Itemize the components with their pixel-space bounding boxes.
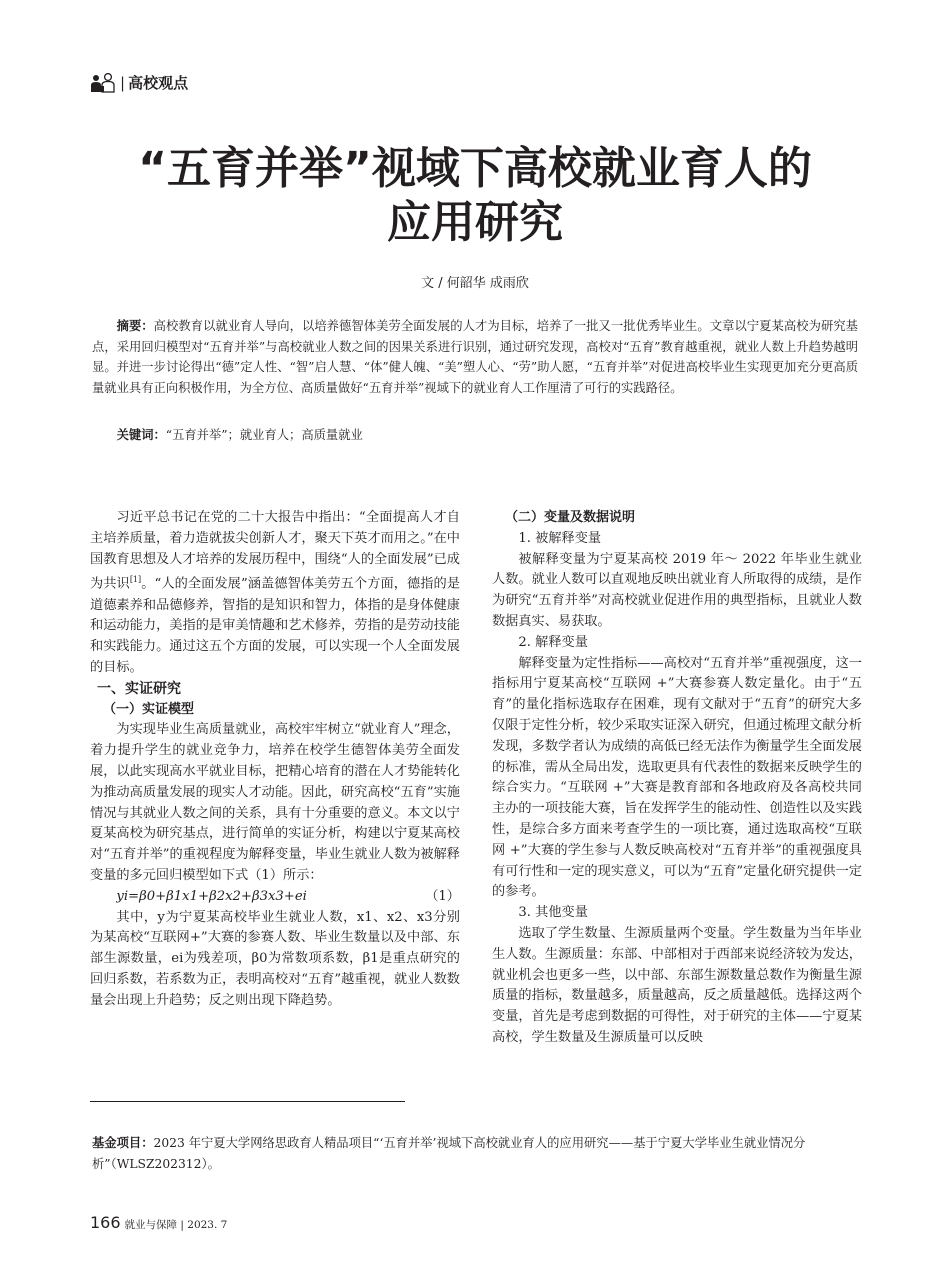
section-heading: 一、实证研究: [97, 680, 181, 697]
section-separator: |: [120, 73, 126, 92]
citation-ref[interactable]: [1]: [129, 575, 142, 585]
people-group-icon: [90, 73, 116, 93]
left-column: [90, 508, 460, 1012]
footnote-divider: [90, 1101, 405, 1102]
right-column: [492, 508, 862, 1049]
abstract-text: 高校教育以就业育人导向，以培养德智体美劳全面发展的人才为目标，培养了一批又一批优秀毕业生。文章以宁夏某高校为研究基点，采用回归模型对“五育并举”与高校就业人数之间的因果关系进行识别，通过研究发现，高校对“五育”教育越重视，就业人数上升趋势越明显。并进一步讨论得出“德”定人性、“智”启人慧、“体”健人魄、“美”塑人心、“劳”助人愿，“五育并举”对促进高校毕业生实现更加充分更高质量就业具有正向积极作用，为全方位、高质量做好“五育并举”视域下的就业育人工作厘清了可行的实践路径。: [92, 319, 858, 395]
keywords: [92, 425, 858, 446]
explanatory-variable-paragraph: 解释变量为定性指标——高校对“五育并举”重视强度，这一指标用宁夏某高校“互联网 +”大赛参赛人数定量化。由于“五育”的量化指标选取存在困难，现有文献对于“五育”的研究大多仅限于定性分析，较少采取实证深入研究，但通过梳理文献分析发现，多数学者认为成绩的高低已经无法作为衡量学生全面发展的标准，需从全局出发，选取更具有代表性的数据来反映学生的综合实力。“互联网 +”大赛是教育部和各地政府及各高校共同主办的一项技能大赛，旨在发挥学生的能动性、创造性以及实践性，是综合多方面来考查学生的一项比赛，通过选取高校“互联网 +”大赛的学生参与人数反映高校对“五育并举”的重视强度具有可行性和一定的现实意义，可以为“五育”定量化研究提供一定的参考。: [492, 655, 862, 900]
intro-paragraph: 习近平总书记在党的二十大报告中指出：“全面提高人才自主培养质量，着力造就拔尖创新人才，聚天下英才而用之。”在中国教育思想及人才培养的发展历程中，围绕“人的全面发展”已成为共识[1]。“人的全面发展”涵盖德智体美劳五个方面，德指的是道德素养和品德修养，智指的是知识和智力，体指的是身体健康和运动能力，美指的是审美情趣和艺术修养，劳指的是劳动技能和实践能力。通过这五个方面的发展，可以实现一个人全面发展的目标。: [90, 510, 461, 675]
subsection-heading-2: （二）变量及数据说明: [505, 510, 636, 525]
fund-footnote: [92, 1133, 858, 1175]
abstract-label: 摘要：: [116, 319, 154, 333]
formula-number: （1）: [425, 888, 460, 904]
formula-expression: yi=β0+β1x1+β2x2+β3x3+ei: [116, 888, 307, 904]
explain-paragraph: 其中，y为宁夏某高校毕业生就业人数，x1、x2、x3分别为某高校“互联网+”大赛的参赛人数、毕业生数量以及中部、东部生源数量，ei为残差项，β0为常数项系数，β1是重点研究的回归系数，若系数为正，表明高校对“五育”越重视，就业人数数量会出现上升趋势；反之则出现下降趋势。: [90, 909, 460, 1008]
section-tag: [90, 72, 188, 93]
sub-heading-explanatory: 2. 解释变量: [518, 634, 588, 650]
model-paragraph: 为实现毕业生高质量就业，高校牢牢树立“就业育人”理念，着力提升学生的就业竞争力，培养在校学生德智体美劳全面发展，以此实现高水平就业目标，把精心培育的潜在人才势能转化为推动高质量发展的现实人才动能。因此，研究高校“五育”实施情况与其就业人数之间的关系，具有十分重要的意义。本文以宁夏某高校为研究基点，进行简单的实证分析，构建以宁夏某高校对“五育并举”的重视程度为解释变量，毕业生就业人数为被解释变量的多元回归模型如下式（1）所示：: [90, 722, 460, 883]
journal-info: 就业与保障 | 2023. 7: [124, 1219, 228, 1231]
abstract: [92, 316, 858, 398]
section-label: 高校观点: [128, 74, 189, 92]
keywords-text: “五育并举”；就业育人；高质量就业: [165, 428, 363, 442]
fund-label: 基金项目：: [92, 1136, 154, 1150]
article-title: [60, 142, 890, 250]
title-line-1: “五育并举”视域下高校就业育人的: [138, 143, 812, 194]
authors: 文 / 何韶华 成雨欣: [421, 276, 529, 291]
keywords-label: 关键词：: [116, 428, 166, 442]
title-line-2: 应用研究: [387, 197, 563, 248]
dependent-variable-paragraph: 被解释变量为宁夏某高校 2019 年～ 2022 年毕业生就业人数。就业人数可以直观地反映出就业育人所取得的成绩，是作为研究“五育并举”对高校就业促进作用的典型指标，且就业人数数据真实、易获取。: [492, 551, 862, 629]
subsection-heading: （一）实证模型: [103, 701, 195, 717]
sub-heading-other: 3. 其他变量: [518, 905, 588, 921]
page-footer: [90, 1213, 227, 1232]
sub-heading-dependent: 1. 被解释变量: [518, 530, 602, 546]
regression-formula: [90, 887, 460, 908]
other-variable-paragraph: 选取了学生数量、生源质量两个变量。学生数量为当年毕业生人数。生源质量：东部、中部相对于西部来说经济较为发达，就业机会也更多一些，以中部、东部生源数量总数作为衡量生源质量的指标，数量越多，质量越高，反之质量越低。选择这两个变量，首先是考虑到数据的可得性，对于研究的主体——宁夏某高校，学生数量及生源质量可以反映: [492, 925, 862, 1045]
page-number: 166: [90, 1213, 121, 1232]
fund-text: 2023 年宁夏大学网络思政育人精品项目“‘五育并举’视域下高校就业育人的应用研究——基于宁夏大学毕业生就业情况分析”（WLSZ202312）。: [92, 1136, 806, 1171]
